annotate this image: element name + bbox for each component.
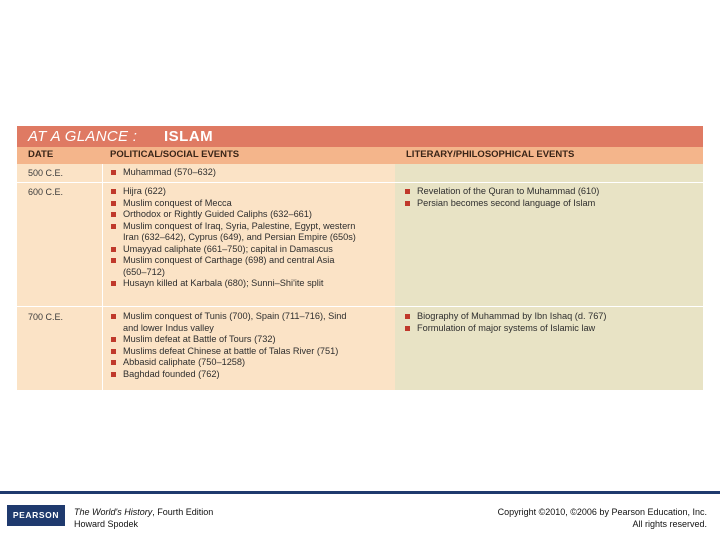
table-title-prefix: AT A GLANCE : <box>28 128 138 145</box>
event-text: Orthodox or Rightly Guided Caliphs (632–661) <box>123 209 312 219</box>
list-item <box>110 334 392 346</box>
event-text: Muslim conquest of Iraq, Syria, Palestine, Egypt, western Iran (632–642), Cyprus (649), and Persian Empire (650s) <box>123 220 356 242</box>
bullet-icon <box>111 212 116 217</box>
list-item <box>404 186 699 198</box>
event-text: Muslims defeat Chinese at battle of Talas River (751) <box>123 345 339 356</box>
header-literary: LITERARY/PHILOSOPHICAL EVENTS <box>406 149 575 160</box>
book-title: The World's History <box>74 507 153 517</box>
list-item <box>110 346 392 358</box>
event-text: Muhammad (570–632) <box>123 167 216 177</box>
copyright-text: Copyright ©2010, ©2006 by Pearson Education, Inc. <box>497 507 707 517</box>
event-text: Husayn killed at Karbala (680); Sunni–Shi'ite split <box>123 278 324 288</box>
event-text: Hijra (622) <box>123 186 166 196</box>
column-divider <box>102 164 103 390</box>
bullet-icon <box>111 189 116 194</box>
row-date: 500 C.E. <box>28 168 64 178</box>
list-item <box>110 278 392 290</box>
event-text: Abbasid caliphate (750–1258) <box>123 357 246 367</box>
bullet-icon <box>111 224 116 229</box>
book-edition: , Fourth Edition <box>152 507 214 517</box>
event-text: Biography of Muhammad by Ibn Ishaq (d. 767) <box>417 311 607 321</box>
bullet-icon <box>405 326 410 331</box>
bullet-icon <box>405 189 410 194</box>
event-text: Muslim conquest of Carthage (698) and central Asia (650–712) <box>123 255 335 277</box>
bullet-icon <box>405 314 410 319</box>
list-item <box>110 209 392 221</box>
event-text: Revelation of the Quran to Muhammad (610) <box>417 186 600 196</box>
row-divider <box>17 306 703 307</box>
bullet-icon <box>405 201 410 206</box>
row-date: 700 C.E. <box>28 312 64 322</box>
literary-events-list <box>404 311 699 334</box>
event-text: Umayyad caliphate (661–750); capital in Damascus <box>123 243 333 254</box>
list-item <box>110 221 392 244</box>
event-text: Muslim conquest of Mecca <box>123 197 232 208</box>
list-item <box>110 369 392 381</box>
bullet-icon <box>111 170 116 175</box>
event-text: Formulation of major systems of Islamic law <box>417 322 596 333</box>
political-events-list <box>110 311 392 380</box>
event-text: Persian becomes second language of Islam <box>417 197 596 208</box>
table-title-bar <box>17 126 703 147</box>
event-text: Muslim defeat at Battle of Tours (732) <box>123 334 276 344</box>
pearson-logo: PEARSON <box>7 505 65 526</box>
bullet-icon <box>111 337 116 342</box>
list-item <box>404 323 699 335</box>
at-a-glance-table <box>17 126 703 390</box>
table-title-topic: ISLAM <box>164 128 214 145</box>
list-item <box>110 311 392 334</box>
bullet-icon <box>111 247 116 252</box>
footer-book-info <box>74 506 213 530</box>
table-header-row <box>17 147 703 164</box>
rights-text: All rights reserved. <box>632 519 707 529</box>
list-item <box>110 167 390 179</box>
header-political: POLITICAL/SOCIAL EVENTS <box>110 149 240 160</box>
bullet-icon <box>111 258 116 263</box>
political-events-list <box>110 186 392 290</box>
list-item <box>110 244 392 256</box>
bullet-icon <box>111 314 116 319</box>
event-text: Baghdad founded (762) <box>123 368 220 379</box>
bullet-icon <box>111 281 116 286</box>
political-events-list <box>110 167 390 179</box>
bullet-icon <box>111 360 116 365</box>
list-item <box>110 198 392 210</box>
list-item <box>110 357 392 369</box>
footer-copyright <box>498 506 707 530</box>
bullet-icon <box>111 201 116 206</box>
header-date: DATE <box>28 149 54 160</box>
list-item <box>110 186 392 198</box>
list-item <box>110 255 392 278</box>
footer-divider-bar <box>0 491 720 494</box>
bullet-icon <box>111 372 116 377</box>
event-text: Muslim conquest of Tunis (700), Spain (711–716), Sind and lower Indus valley <box>123 311 347 333</box>
book-author: Howard Spodek <box>74 519 139 529</box>
literary-events-list <box>404 186 699 209</box>
list-item <box>404 311 699 323</box>
list-item <box>404 198 699 210</box>
row-divider <box>17 182 703 183</box>
bullet-icon <box>111 349 116 354</box>
row-date: 600 C.E. <box>28 187 64 197</box>
